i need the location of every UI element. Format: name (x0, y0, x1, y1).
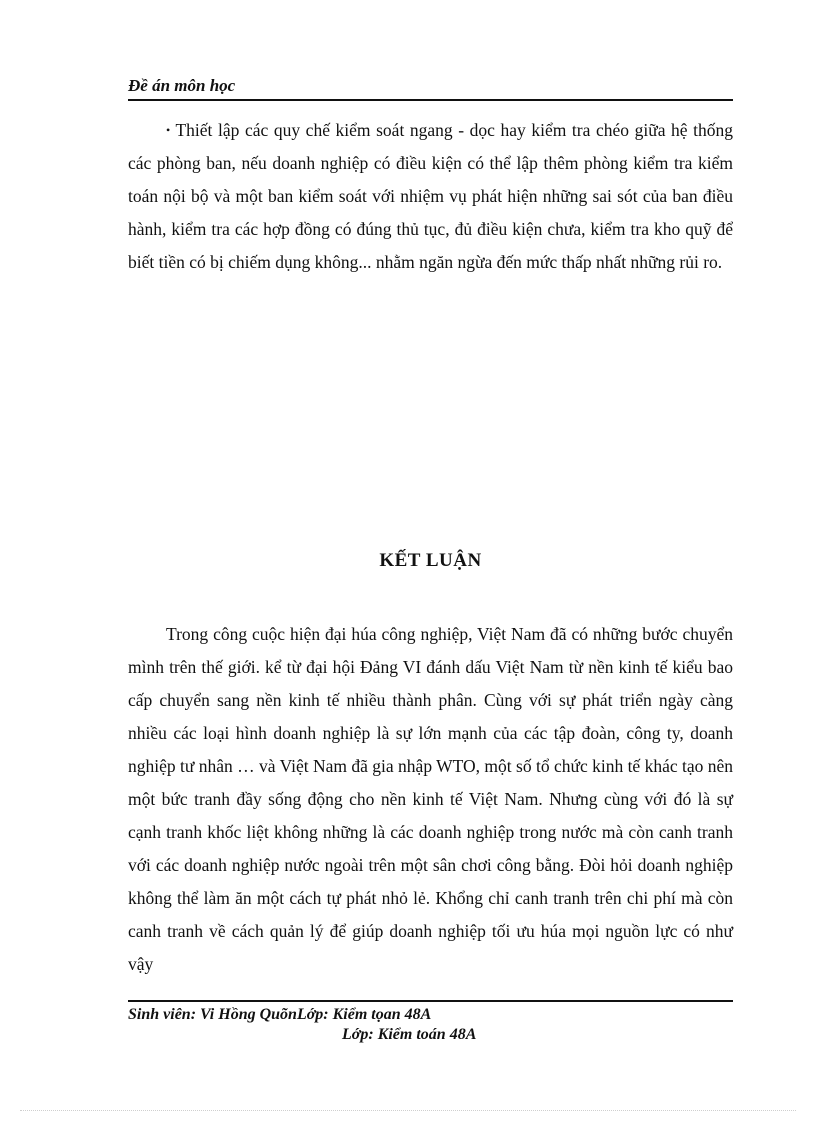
footer-class-line: Lớp: Kiểm toán 48A (342, 1026, 477, 1043)
conclusion-paragraph: Trong công cuộc hiện đại húa công nghiệp, Việt Nam đã có những bước chuyển mình trên thế giới. kể từ đại hội Đảng VI đánh dấu Việt Nam từ nền kinh tế kiểu bao cấp chuyển sang nền kinh tế nhiều thành phân. Cùng với sự phát triển ngày càng nhiều các loại hình doanh nghiệp là sự lớn mạnh của các tập đoàn, công ty, doanh nghiệp tư nhân … và Việt Nam đã gia nhập WTO, một số tổ chức kinh tế khác tạo nên một bức tranh đầy sống động cho nền kinh tế Việt Nam. Nhưng cùng với đó là sự cạnh tranh khốc liệt không những là các doanh nghiệp trong nước mà còn canh tranh với các doanh nghiệp nước ngoài trên một sân chơi công bằng. Đòi hỏi doanh nghiệp không thể làm ăn một cách tự phát nhỏ lẻ. Khổng chỉ canh tranh trên chi phí mà còn canh tranh về cách quản lý để giúp doanh nghiệp tối ưu húa mọi nguồn lực có như vậy (128, 624, 734, 974)
bullet-glyph: • (166, 123, 171, 137)
section-title: KẾT LUẬN (379, 550, 482, 571)
header-rule (128, 99, 733, 101)
page-bottom-dotted-border (20, 1110, 796, 1111)
footer-student-line: Sinh viên: Vi Hồng QuõnLớp: Kiểm tọan 48A (128, 1006, 432, 1023)
bullet-paragraph-text: Thiết lập các quy chế kiểm soát ngang - dọc hay kiểm tra chéo giữa hệ thống các phòng ban, nếu doanh nghiệp có điều kiện có thể lập thêm phòng kiểm tra kiểm toán nội bộ và một ban kiểm soát với nhiệm vụ phát hiện những sai sót của ban điều hành, kiểm tra các hợp đồng có đúng thủ tục, đủ điều kiện chưa, kiểm tra kho quỹ để biết tiền có bị chiếm dụng không... nhằm ngăn ngừa đến mức thấp nhất những rủi ro. (128, 120, 734, 272)
page-header-title: Đề án môn học (128, 76, 236, 95)
bullet-paragraph (128, 114, 733, 279)
footer-rule (128, 1000, 733, 1002)
